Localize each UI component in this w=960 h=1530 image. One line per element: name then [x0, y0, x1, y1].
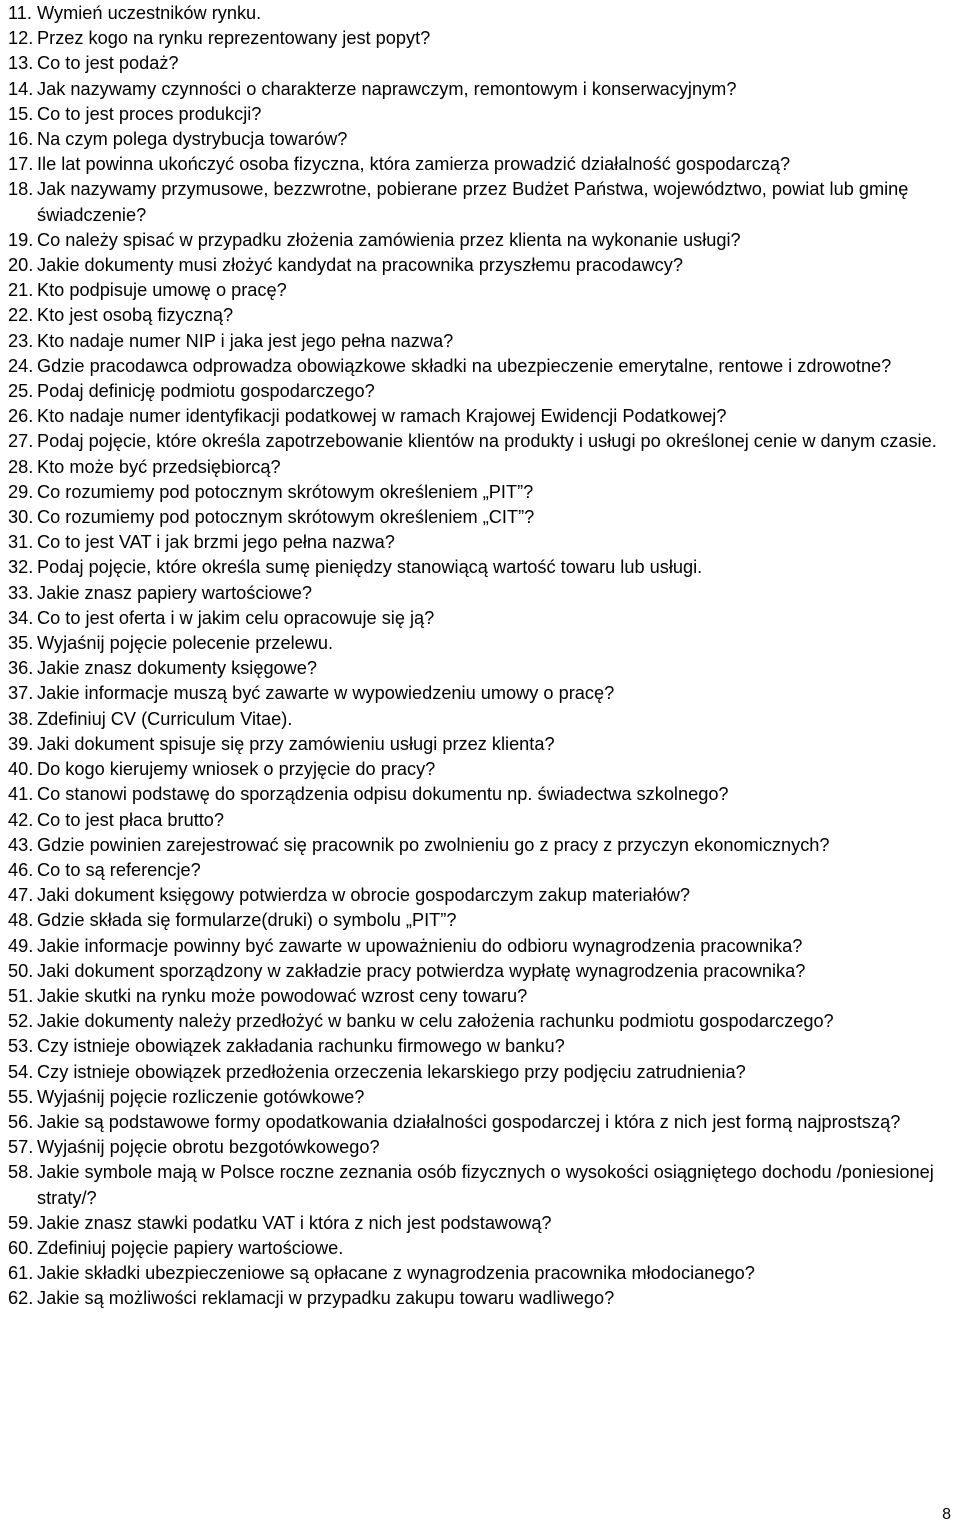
- question-text: Jakie są możliwości reklamacji w przypadku zakupu towaru wadliwego?: [37, 1288, 615, 1309]
- question-item: [8, 404, 953, 429]
- question-text: Co to jest oferta i w jakim celu opracowuje się ją?: [37, 607, 435, 628]
- question-number: 47.: [8, 885, 34, 906]
- question-text: Co należy spisać w przypadku złożenia zamówienia przez klienta na wykonanie usługi?: [37, 229, 741, 250]
- question-item: [8, 883, 953, 908]
- question-text: Do kogo kierujemy wniosek o przyjęcie do pracy?: [37, 759, 436, 780]
- question-item: [8, 1261, 953, 1286]
- question-item: [8, 51, 953, 76]
- question-number: 50.: [8, 960, 34, 981]
- question-number: 42.: [8, 809, 34, 830]
- question-text: Jakie informacje muszą być zawarte w wypowiedzeniu umowy o pracę?: [37, 683, 615, 704]
- question-text: Wyjaśnij pojęcie obrotu bezgotówkowego?: [37, 1137, 380, 1158]
- question-text: Czy istnieje obowiązek zakładania rachunku firmowego w banku?: [37, 1036, 565, 1057]
- question-number: 30.: [8, 507, 34, 528]
- question-text: Podaj pojęcie, które określa sumę pieniędzy stanowiącą wartość towaru lub usługi.: [37, 557, 703, 578]
- question-text: Jak nazywamy przymusowe, bezzwrotne, pobierane przez Budżet Państwa, województwo, powiat lub gminę świadczenie?: [37, 179, 909, 225]
- question-text: Kto nadaje numer NIP i jaka jest jego pełna nazwa?: [37, 330, 454, 351]
- question-number: 62.: [8, 1288, 34, 1309]
- question-text: Kto jest osobą fizyczną?: [37, 305, 234, 326]
- question-number: 49.: [8, 935, 34, 956]
- question-number: 39.: [8, 733, 34, 754]
- question-number: 31.: [8, 532, 34, 553]
- question-number: 51.: [8, 985, 34, 1006]
- question-item: [8, 354, 953, 379]
- question-text: Jaki dokument księgowy potwierdza w obrocie gospodarczym zakup materiałów?: [37, 885, 691, 906]
- question-number: 26.: [8, 406, 34, 427]
- question-number: 33.: [8, 582, 34, 603]
- question-number: 56.: [8, 1111, 34, 1132]
- question-item: [8, 1, 953, 26]
- question-text: Co to jest podaż?: [37, 53, 179, 74]
- question-number: 37.: [8, 683, 34, 704]
- question-item: [8, 505, 953, 530]
- question-item: [8, 77, 953, 102]
- question-text: Na czym polega dystrybucja towarów?: [37, 129, 348, 150]
- question-text: Co rozumiemy pod potocznym skrótowym określeniem „CIT”?: [37, 507, 535, 528]
- question-item: [8, 1135, 953, 1160]
- question-item: [8, 959, 953, 984]
- question-list: [8, 1, 953, 1312]
- question-number: 53.: [8, 1036, 34, 1057]
- question-item: [8, 455, 953, 480]
- question-text: Jakie symbole mają w Polsce roczne zeznania osób fizycznych o wysokości osiągniętego dochodu /poniesionej straty/?: [37, 1162, 934, 1208]
- question-number: 14.: [8, 78, 34, 99]
- question-number: 52.: [8, 1011, 34, 1032]
- question-item: [8, 858, 953, 883]
- question-item: [8, 253, 953, 278]
- question-item: [8, 757, 953, 782]
- question-item: [8, 782, 953, 807]
- question-item: [8, 329, 953, 354]
- question-text: Jakie są podstawowe formy opodatkowania działalności gospodarczej i która z nich jest formą najprostszą?: [37, 1111, 901, 1132]
- question-item: [8, 555, 953, 580]
- question-number: 41.: [8, 784, 34, 805]
- question-text: Jakie znasz stawki podatku VAT i która z nich jest podstawową?: [37, 1212, 552, 1233]
- question-item: [8, 1236, 953, 1261]
- question-number: 43.: [8, 834, 34, 855]
- question-number: 54.: [8, 1061, 34, 1082]
- question-item: [8, 732, 953, 757]
- question-text: Zdefiniuj CV (Curriculum Vitae).: [37, 708, 293, 729]
- question-number: 46.: [8, 859, 34, 880]
- question-item: [8, 1060, 953, 1085]
- question-item: [8, 934, 953, 959]
- question-number: 13.: [8, 53, 34, 74]
- question-text: Gdzie powinien zarejestrować się pracownik po zwolnieniu go z pracy z przyczyn ekonomicznych?: [37, 834, 830, 855]
- question-number: 61.: [8, 1263, 34, 1284]
- question-item: [8, 808, 953, 833]
- question-text: Podaj definicję podmiotu gospodarczego?: [37, 381, 375, 402]
- question-number: 35.: [8, 633, 34, 654]
- question-number: 12.: [8, 28, 34, 49]
- question-text: Jakie składki ubezpieczeniowe są opłacane z wynagrodzenia pracownika młodocianego?: [37, 1263, 755, 1284]
- question-number: 55.: [8, 1086, 34, 1107]
- question-text: Ile lat powinna ukończyć osoba fizyczna, która zamierza prowadzić działalność gospodarczą?: [37, 154, 791, 175]
- question-item: [8, 480, 953, 505]
- question-number: 20.: [8, 255, 34, 276]
- question-number: 32.: [8, 557, 34, 578]
- question-item: [8, 581, 953, 606]
- question-text: Jaki dokument spisuje się przy zamówieniu usługi przez klienta?: [37, 733, 555, 754]
- question-text: Kto nadaje numer identyfikacji podatkowej w ramach Krajowej Ewidencji Podatkowej?: [37, 406, 727, 427]
- question-item: [8, 152, 953, 177]
- question-number: 16.: [8, 129, 34, 150]
- question-text: Co to jest płaca brutto?: [37, 809, 225, 830]
- question-item: [8, 707, 953, 732]
- question-text: Jakie znasz dokumenty księgowe?: [37, 658, 318, 679]
- question-item: [8, 1160, 953, 1210]
- question-item: [8, 908, 953, 933]
- question-text: Kto może być przedsiębiorcą?: [37, 456, 281, 477]
- question-number: 25.: [8, 381, 34, 402]
- question-number: 15.: [8, 103, 34, 124]
- question-text: Kto podpisuje umowę o pracę?: [37, 280, 287, 301]
- question-number: 21.: [8, 280, 34, 301]
- question-item: [8, 1286, 953, 1311]
- question-number: 22.: [8, 305, 34, 326]
- question-number: 18.: [8, 179, 34, 200]
- question-text: Jak nazywamy czynności o charakterze naprawczym, remontowym i konserwacyjnym?: [37, 78, 737, 99]
- question-text: Jaki dokument sporządzony w zakładzie pracy potwierdza wypłatę wynagrodzenia pracownika?: [37, 960, 806, 981]
- question-number: 58.: [8, 1162, 34, 1183]
- question-number: 11.: [8, 3, 32, 23]
- question-number: 38.: [8, 708, 34, 729]
- question-text: Co stanowi podstawę do sporządzenia odpisu dokumentu np. świadectwa szkolnego?: [37, 784, 729, 805]
- question-text: Wyjaśnij pojęcie rozliczenie gotówkowe?: [37, 1086, 365, 1107]
- question-text: Czy istnieje obowiązek przedłożenia orzeczenia lekarskiego przy podjęciu zatrudnienia?: [37, 1061, 746, 1082]
- question-number: 23.: [8, 330, 34, 351]
- question-number: 59.: [8, 1212, 34, 1233]
- question-item: [8, 1009, 953, 1034]
- question-item: [8, 656, 953, 681]
- question-number: 24.: [8, 355, 34, 376]
- question-number: 19.: [8, 229, 34, 250]
- question-text: Co to jest proces produkcji?: [37, 103, 262, 124]
- question-text: Gdzie pracodawca odprowadza obowiązkowe składki na ubezpieczenie emerytalne, rentowe i zdrowotne?: [37, 355, 892, 376]
- question-item: [8, 127, 953, 152]
- question-item: [8, 379, 953, 404]
- question-number: 27.: [8, 431, 34, 452]
- question-number: 60.: [8, 1237, 34, 1258]
- question-item: [8, 530, 953, 555]
- question-item: [8, 1085, 953, 1110]
- question-text: Zdefiniuj pojęcie papiery wartościowe.: [37, 1237, 344, 1258]
- question-item: [8, 631, 953, 656]
- question-item: [8, 1034, 953, 1059]
- question-number: 57.: [8, 1137, 34, 1158]
- question-text: Gdzie składa się formularze(druki) o symbolu „PIT”?: [37, 910, 457, 931]
- question-item: [8, 1110, 953, 1135]
- question-item: [8, 177, 953, 227]
- question-number: 29.: [8, 481, 34, 502]
- question-text: Wyjaśnij pojęcie polecenie przelewu.: [37, 633, 334, 654]
- question-text: Jakie znasz papiery wartościowe?: [37, 582, 312, 603]
- question-item: [8, 606, 953, 631]
- question-item: [8, 681, 953, 706]
- question-item: [8, 1211, 953, 1236]
- question-text: Co to są referencje?: [37, 859, 201, 880]
- question-text: Przez kogo na rynku reprezentowany jest popyt?: [37, 28, 431, 49]
- question-text: Podaj pojęcie, które określa zapotrzebowanie klientów na produkty i usługi po określonej cenie w danym czasie.: [37, 431, 937, 452]
- question-number: 48.: [8, 910, 34, 931]
- question-text: Jakie dokumenty musi złożyć kandydat na pracownika przyszłemu pracodawcy?: [37, 255, 683, 276]
- question-item: [8, 26, 953, 51]
- question-item: [8, 429, 953, 454]
- page-number: 8: [942, 1506, 951, 1523]
- question-text: Jakie skutki na rynku może powodować wzrost ceny towaru?: [37, 985, 528, 1006]
- question-number: 40.: [8, 759, 34, 780]
- question-item: [8, 278, 953, 303]
- question-text: Jakie informacje powinny być zawarte w upoważnieniu do odbioru wynagrodzenia pracownika?: [37, 935, 803, 956]
- question-number: 28.: [8, 456, 34, 477]
- question-text: Wymień uczestników rynku.: [37, 3, 262, 23]
- question-number: 36.: [8, 658, 34, 679]
- question-number: 34.: [8, 607, 34, 628]
- question-item: [8, 228, 953, 253]
- question-item: [8, 833, 953, 858]
- question-item: [8, 102, 953, 127]
- question-item: [8, 984, 953, 1009]
- question-text: Co to jest VAT i jak brzmi jego pełna nazwa?: [37, 532, 395, 553]
- question-item: [8, 303, 953, 328]
- question-number: 17.: [8, 154, 34, 175]
- question-text: Co rozumiemy pod potocznym skrótowym określeniem „PIT”?: [37, 481, 534, 502]
- question-text: Jakie dokumenty należy przedłożyć w banku w celu założenia rachunku podmiotu gospodarczego?: [37, 1011, 834, 1032]
